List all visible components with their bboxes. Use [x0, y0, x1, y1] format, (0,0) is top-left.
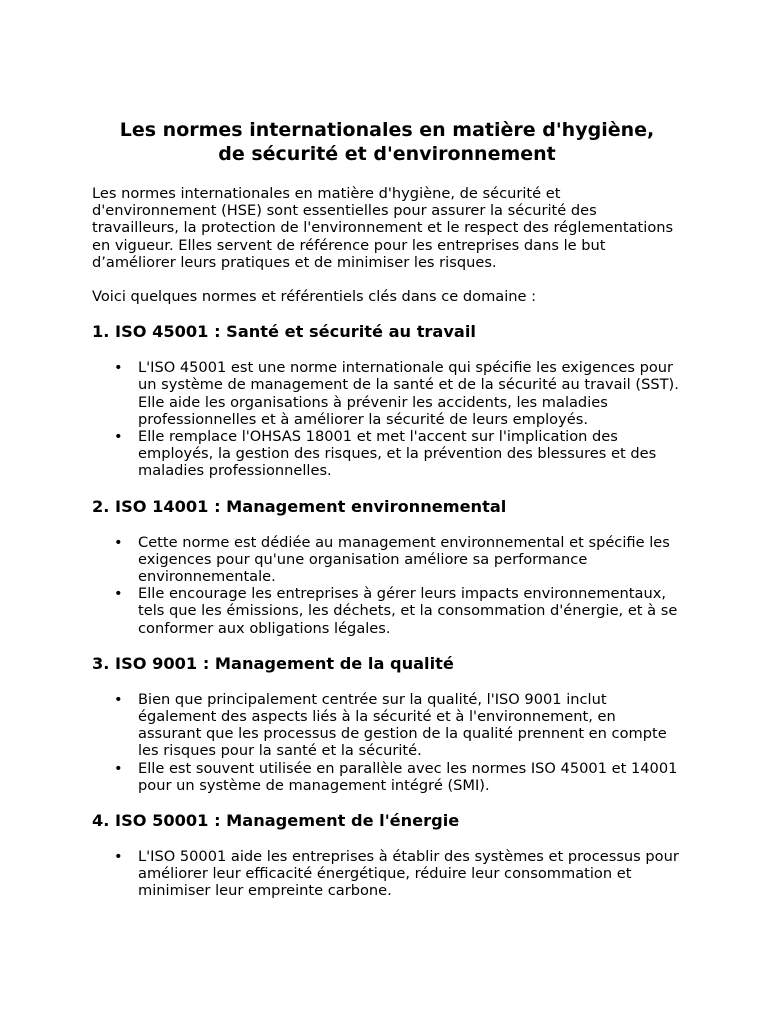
list-item: [114, 533, 682, 586]
section-heading: 4. ISO 50001 : Management de l'énergie: [92, 811, 460, 831]
standards-sections: [92, 322, 682, 899]
section-heading: 3. ISO 9001 : Management de la qualité: [92, 653, 454, 673]
intro-paragraph: Les normes internationales en matière d'hygiène, de sécurité et d'environnement (HSE) sont essentielles pour assurer la sécurité des travailleurs, la protection de l'environnement et le respect des réglementations en vigueur. Elles servent de référence pour les entreprises dans le but d’améliorer leurs pratiques et de minimiser les risques.: [92, 185, 674, 271]
list-item-text: Bien que principalement centrée sur la qualité, l'ISO 9001 inclut également des aspects liés à la sécurité et à l'environnement, en assurant que les processus de gestion de la qualité prennent en compte les risques pour la santé et la sécurité.: [138, 690, 667, 760]
bullet-list: [92, 534, 682, 637]
list-item-text: L'ISO 50001 aide les entreprises à établir des systèmes et processus pour améliorer leur efficacité énergétique, réduire leur consommation et minimiser leur empreinte carbone.: [138, 848, 679, 900]
bullet-icon: •: [114, 848, 123, 866]
standard-section: [92, 654, 682, 794]
bullet-icon: •: [114, 690, 123, 708]
bullet-icon: •: [114, 428, 123, 446]
document-page: [92, 118, 682, 900]
standard-section: [92, 322, 682, 479]
list-item-text: Elle remplace l'OHSAS 18001 et met l'accent sur l'implication des employés, la gestion des risques, et la prévention des blessures et des maladies professionnelles.: [138, 428, 657, 480]
bullet-list: [92, 691, 682, 794]
list-item: [114, 585, 682, 637]
document-title-line-1: Les normes internationales en matière d'hygiène,: [119, 119, 655, 141]
bullet-icon: •: [114, 533, 123, 551]
standard-section: [92, 497, 682, 637]
bullet-list: [92, 359, 682, 479]
standard-section: [92, 811, 682, 900]
section-heading: 2. ISO 14001 : Management environnemental: [92, 496, 507, 516]
list-item: [114, 428, 682, 480]
list-item: [114, 848, 682, 900]
list-item: [114, 690, 682, 760]
bullet-list: [92, 848, 682, 900]
list-item-text: Elle encourage les entreprises à gérer leurs impacts environnementaux, tels que les émissions, les déchets, et la consommation d'énergie, et à se conformer aux obligations légales.: [138, 585, 678, 637]
list-item: [114, 759, 682, 794]
document-title: [92, 118, 682, 166]
bullet-icon: •: [114, 585, 123, 603]
document-title-line-2: de sécurité et d'environnement: [218, 143, 556, 165]
list-item-text: L'ISO 45001 est une norme internationale qui spécifie les exigences pour un système de management de la santé et de la sécurité au travail (SST). Elle aide les organisations à prévenir les accidents, les maladies professionnelles et à améliorer la sécurité de leurs employés.: [138, 359, 679, 428]
list-item-text: Cette norme est dédiée au management environnemental et spécifie les exigences pour qu'une organisation améliore sa performance environnementale.: [138, 533, 670, 586]
bullet-icon: •: [114, 359, 123, 377]
list-item: [114, 359, 682, 428]
section-heading: 1. ISO 45001 : Santé et sécurité au travail: [92, 322, 476, 342]
bullet-icon: •: [114, 759, 123, 777]
lead-in-paragraph: Voici quelques normes et référentiels clés dans ce domaine :: [92, 288, 537, 306]
list-item-text: Elle est souvent utilisée en parallèle avec les normes ISO 45001 et 14001 pour un système de management intégré (SMI).: [138, 759, 678, 794]
